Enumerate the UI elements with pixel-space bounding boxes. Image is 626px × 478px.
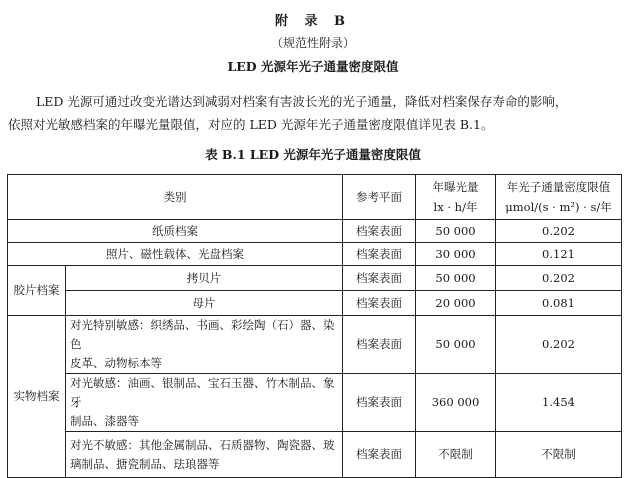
row-category: 照片、磁性载体、光盘档案 — [8, 243, 343, 266]
table-row — [8, 291, 622, 316]
row-category-line1: 对光不敏感：其他金属制品、石质器物、陶瓷器、玻 — [70, 437, 335, 452]
row-flux: 1.454 — [496, 374, 622, 432]
row-category — [66, 374, 343, 432]
table-header-row — [8, 175, 622, 220]
row-exposure: 50 000 — [416, 266, 496, 291]
row-flux: 0.202 — [496, 220, 622, 243]
row-flux: 0.202 — [496, 266, 622, 291]
table-row — [8, 374, 622, 432]
row-exposure: 50 000 — [416, 316, 496, 374]
flux-limit-table — [7, 174, 622, 478]
table-row — [8, 316, 622, 374]
row-reference: 档案表面 — [343, 432, 416, 478]
appendix-subtitle: （规范性附录） — [270, 36, 355, 50]
header-category: 类别 — [8, 175, 343, 220]
row-category — [66, 432, 343, 478]
row-category-line1: 对光特别敏感：织绣品、书画、彩绘陶（石）器、染色 — [70, 318, 335, 351]
row-category: 母片 — [66, 291, 343, 316]
row-reference: 档案表面 — [343, 316, 416, 374]
header-flux — [496, 175, 622, 220]
header-flux-line2: μmol/(s · m²) · s/年 — [505, 200, 612, 214]
row-reference: 档案表面 — [343, 374, 416, 432]
row-category: 拷贝片 — [66, 266, 343, 291]
appendix-heading: LED 光源年光子通量密度限值 — [227, 59, 399, 74]
row-exposure: 20 000 — [416, 291, 496, 316]
row-flux: 0.202 — [496, 316, 622, 374]
row-reference: 档案表面 — [343, 266, 416, 291]
row-exposure: 360 000 — [416, 374, 496, 432]
row-category-line2: 皮革、动物标本等 — [70, 356, 162, 370]
row-flux: 不限制 — [496, 432, 622, 478]
table-caption: 表 B.1 LED 光源年光子通量密度限值 — [205, 147, 421, 162]
header-exposure — [416, 175, 496, 220]
paragraph-line-1: LED 光源可通过改变光谱达到减弱对档案有害波长光的光子通量，降低对档案保存寿命的影响， — [36, 94, 568, 109]
row-reference: 档案表面 — [343, 291, 416, 316]
group-film: 胶片档案 — [8, 266, 66, 316]
row-category-line1: 对光敏感：油画、银制品、宝石玉器、竹木制品、象牙 — [70, 376, 335, 409]
table-row — [8, 220, 622, 243]
table-row — [8, 266, 622, 291]
header-reference: 参考平面 — [343, 175, 416, 220]
row-exposure: 30 000 — [416, 243, 496, 266]
row-exposure: 50 000 — [416, 220, 496, 243]
row-category: 纸质档案 — [8, 220, 343, 243]
row-category — [66, 316, 343, 374]
row-category-line2: 制品、漆器等 — [70, 414, 139, 428]
table-row — [8, 432, 622, 478]
paragraph-line-2: 依照对光敏感档案的年曝光量限值，对应的 LED 光源年光子通量密度限值详见表 B.1。 — [8, 117, 494, 132]
row-reference: 档案表面 — [343, 243, 416, 266]
row-exposure: 不限制 — [416, 432, 496, 478]
appendix-title: 附 录 B — [274, 14, 352, 29]
header-flux-line1: 年光子通量密度限值 — [506, 180, 611, 194]
row-reference: 档案表面 — [343, 220, 416, 243]
row-category-line2: 璃制品、搪瓷制品、珐琅器等 — [70, 456, 220, 471]
group-objects: 实物档案 — [8, 316, 66, 478]
row-flux: 0.121 — [496, 243, 622, 266]
table-row — [8, 243, 622, 266]
row-flux: 0.081 — [496, 291, 622, 316]
header-exposure-line2: lx · h/年 — [433, 200, 478, 214]
header-exposure-line1: 年曝光量 — [432, 180, 479, 194]
